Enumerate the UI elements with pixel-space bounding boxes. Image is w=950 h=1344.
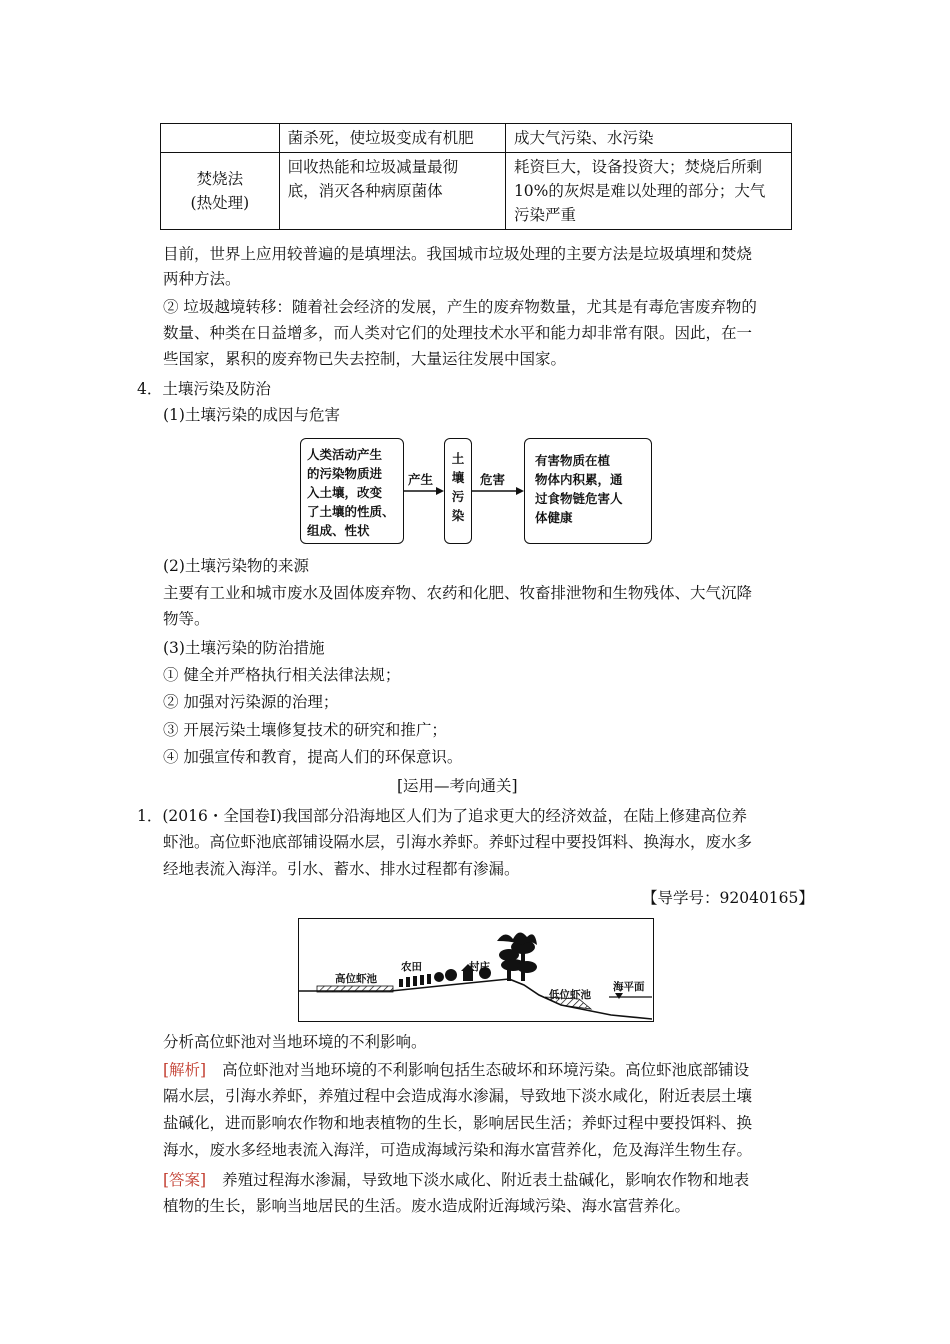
analysis-line: 隔水层，引海水养虾，养殖过程中会造成海水渗漏，导致地下淡水咸化，附近表层土壤 [163,1087,753,1105]
cell-line: 10%的灰烬是难以处理的部分；大气 [513,182,766,200]
label-sea-level: 海平面 [613,981,645,993]
flow-text: 污 [451,489,465,504]
flow-arrow-label: 危害 [480,472,506,487]
section-heading: 4．土壤污染及防治 [137,380,271,398]
method-name: 焚烧法 [196,170,244,188]
cell-line: 底，消灭各种病原菌体 [287,182,443,200]
waste-treatment-table [160,123,792,230]
question-line: 1．(2016・全国卷Ⅰ)我国部分沿海地区人们为了追求更大的经济效益，在陆上修建高位养 [137,807,748,825]
label-low-pond: 低位虾池 [549,989,591,1001]
table-cell-method [161,153,280,230]
label-farmland: 农田 [401,961,422,973]
shrimp-pond-diagram [298,918,654,1022]
flow-text: 土 [451,451,465,466]
flow-text: 组成、性状 [307,523,370,538]
paragraph-line: 两种方法。 [163,270,241,288]
flow-arrow-label: 产生 [408,472,434,487]
paragraph-line: 目前，世界上应用较普遍的是填埋法。我国城市垃圾处理的主要方法是垃圾填埋和焚烧 [163,245,753,263]
cell-line: 耗资巨大，设备投资大；焚烧后所剩 [513,158,762,176]
analysis-line: 盐碱化，进而影响农作物和地表植物的生长，影响居民生活；养虾过程中要投饵料、换 [163,1114,753,1132]
section-title: [运用—考向通关] [397,777,518,795]
question-line: 虾池。高位虾池底部铺设隔水层，引海水养虾。养虾过程中要投饵料、换海水，废水多 [163,833,753,851]
method-note: (热处理) [190,194,250,212]
answer-text: 养殖过程海水渗漏，导致地下淡水咸化、附近表土盐碱化，影响农作物和地表 [222,1171,750,1189]
question-line: 经地表流入海洋。引水、蓄水、排水过程都有渗漏。 [163,860,520,878]
label-high-pond: 高位虾池 [335,973,377,985]
answer-line [163,1169,749,1191]
table-cell-advantage [279,153,505,230]
flow-text: 染 [451,508,465,523]
analysis-line [163,1059,749,1081]
table-cell-disadvantage [505,153,791,230]
flow-text: 壤 [451,470,465,485]
paragraph-line: 主要有工业和城市废水及固体废弃物、农药和化肥、牧畜排泄物和生物残体、大气沉降 [163,584,753,602]
measure-item: ④ 加强宣传和教育，提高人们的环保意识。 [163,748,463,766]
flow-text: 了土壤的性质、 [307,504,395,519]
flow-box-cause [300,438,404,544]
flow-text: 入土壤，改变 [307,485,383,500]
table-row [161,153,792,230]
paragraph-line: 些国家，累积的废弃物已失去控制，大量运往发展中国家。 [163,350,567,368]
flow-text: 物体内积累，通 [535,472,623,487]
flow-text: 的污染物质进 [307,466,383,481]
table-cell [161,124,280,153]
flow-box-harm [524,438,652,544]
flow-text: 过食物链危害人 [535,491,623,506]
subsection-heading: (3)土壤污染的防治措施 [163,639,325,657]
subsection-heading: (1)土壤污染的成因与危害 [163,406,340,424]
table-cell: 成大气污染、水污染 [505,124,791,153]
soil-pollution-flowchart [296,436,656,546]
paragraph-line: ② 垃圾越境转移：随着社会经济的发展，产生的废弃物数量，尤其是有毒危害废弃物的 [163,298,757,316]
answer-tag: [答案] [163,1171,207,1189]
paragraph-line: 数量、种类在日益增多，而人类对它们的处理技术水平和能力却非常有限。因此，在一 [163,324,753,342]
paragraph-line: 物等。 [163,610,210,628]
measure-item: ② 加强对污染源的治理； [163,693,339,711]
table-cell: 菌杀死，使垃圾变成有机肥 [279,124,505,153]
flow-box-soil-pollution [444,438,472,544]
measure-item: ① 健全并严格执行相关法律法规； [163,666,401,684]
analysis-tag: [解析] [163,1061,207,1079]
flow-text: 人类活动产生 [307,447,383,462]
table-row [161,124,792,153]
label-village: 村庄 [469,961,490,973]
analysis-line: 海水，废水多经地表流入海洋，可造成海域污染和海水富营养化，危及海洋生物生存。 [163,1141,753,1159]
answer-line: 植物的生长，影响当地居民的生活。废水造成附近海域污染、海水富营养化。 [163,1197,691,1215]
flow-text: 有害物质在植 [535,453,611,468]
subsection-heading: (2)土壤污染物的来源 [163,557,309,575]
guide-number: 【导学号：92040165】 [642,889,814,907]
question-prompt: 分析高位虾池对当地环境的不利影响。 [163,1033,427,1051]
cell-line: 污染严重 [513,206,576,224]
measure-item: ③ 开展污染土壤修复技术的研究和推广； [163,721,447,739]
analysis-text: 高位虾池对当地环境的不利影响包括生态破坏和环境污染。高位虾池底部铺设 [222,1061,750,1079]
flow-text: 体健康 [535,510,573,525]
cell-line: 回收热能和垃圾减量最彻 [287,158,459,176]
